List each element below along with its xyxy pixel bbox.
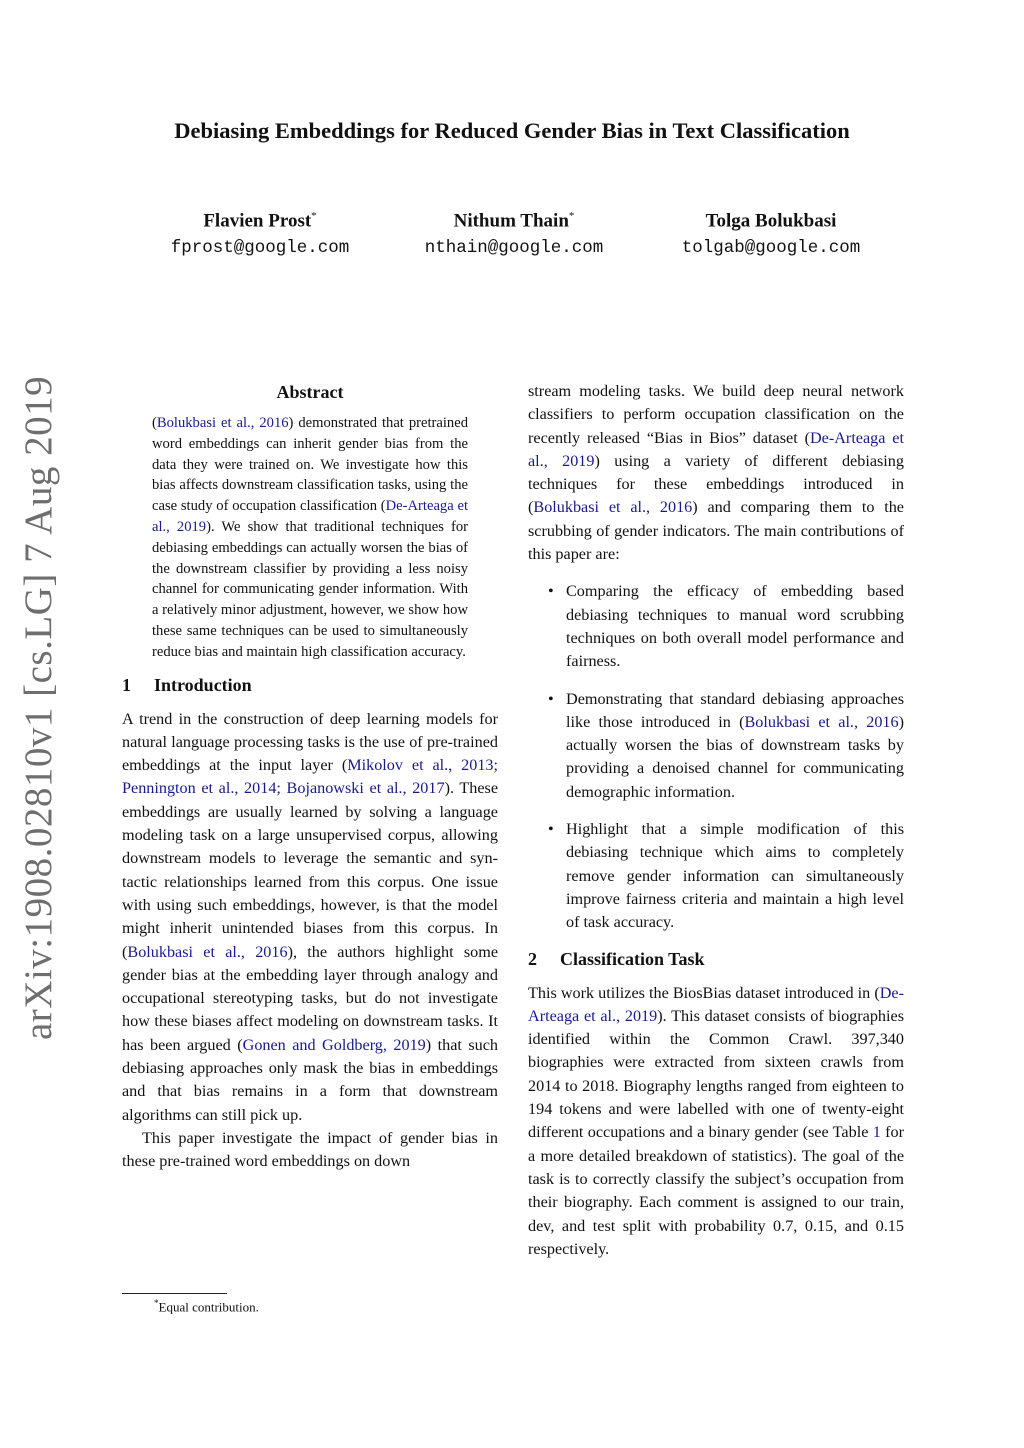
section-heading-classification-task: 2 Classification Task — [528, 948, 705, 969]
author-block — [641, 210, 901, 258]
bullet-icon: • — [548, 689, 554, 708]
footnote-text: *Equal contribution. — [154, 1298, 259, 1315]
intro-paragraph: This paper investigate the impact of gender bias in these pre-trained word embeddings on down — [122, 1128, 498, 1171]
citation-link[interactable]: De-Arteaga et al., 2019 — [528, 428, 904, 470]
arxiv-identifier-stamp: arXiv:1908.02810v1 [cs.LG] 7 Aug 2019 — [17, 375, 60, 1040]
intro-paragraph-continued: stream modeling tasks. We build deep neural network classifiers to perform occupation classification on the recently released “Bias in Bios” dataset (De-Arteaga et al., 2019) using a variety of different debiasing techniques for these embeddings introduced in (Bolukbasi et al., 2016) and comparing them to the scrubbing of gender indicators. The main contributions of this paper are: — [528, 382, 904, 564]
author-email[interactable]: fprost@google.com — [170, 238, 350, 259]
right-column — [528, 380, 904, 1261]
table-reference-link[interactable]: 1 — [872, 1123, 881, 1142]
bullet-icon: • — [548, 820, 554, 839]
paper-title: Debiasing Embeddings for Reduced Gender Bias in Text Classification — [174, 118, 850, 143]
bullet-icon: • — [548, 582, 554, 601]
author-name: Nithum Thain* — [453, 210, 575, 232]
author-footnote-mark: * — [311, 210, 317, 222]
abstract-body: (Bolukbasi et al., 2016) demonstrated that pretrained word embeddings can inherit gender bias from the data they were trained on. We investigate how this bias affects downstream classification tasks, using the case study of occupation classification (De-Arteaga et al., 2019). We show that traditional techniques for debiasing embeddings can actually worsen the bias of the downstream classifier by providing a less noisy channel for communicating gender information. With a relatively minor adjustment, however, we show how these same techniques can be used to simultaneously reduce bias and maintain high classification accuracy. — [152, 415, 469, 660]
list-item: • Highlight that a simple modification of this debiasing technique which aims to completely remove gender information can simultaneously improve fairness criteria and maintain a high level of task accuracy. — [548, 820, 904, 932]
intro-paragraph: A trend in the construction of deep learning models for natural language processing tasks is the use of pre-trained embeddings at the input layer (Mikolov et al., 2013; Pennington et al., 2014; Bojanowski et al., 2017). These embeddings are usually learned by solving a language modeling task on a large unsupervised corpus, allowing downstream models to leverage the semantic and syntactic relationships learned from this corpus. One issue with using such embeddings, however, is that the model might inherit unintended biases from this corpus. In (Bolukbasi et al., 2016), the authors highlight some gender bias at the embedding layer through analogy and occupational stereotyping tasks, but do not investigate how these biases affect modeling on downstream tasks. It has been argued (Gonen and Goldberg, 2019) that such debiasing approaches only mask the bias in embeddings and that bias remains in a form that downstream algorithms can still pick up. — [122, 709, 499, 1124]
author-block — [384, 210, 644, 258]
citation-link[interactable]: Bolukbasi et al., 2016 — [533, 498, 693, 517]
classification-task-paragraph: This work utilizes the BiosBias dataset introduced in (De-Arteaga et al., 2019). This dataset consists of biographies identified within the Common Crawl. 397,340 biographies were extracted from sixteen crawls from 2014 to 2018. Biography lengths ranged from eighteen to 194 tokens and were labelled with one of twenty-eight different occupations and a binary gender (see Table 1 for a more detailed breakdown of statistics). The goal of the task is to correctly classify the subject’s occupation from their biography. Each comment is assigned to our train, dev, and test split with probability 0.7, 0.15, and 0.15 respectively. — [528, 983, 905, 1258]
author-email[interactable]: nthain@google.com — [424, 238, 604, 259]
citation-link[interactable]: De-Arteaga et al., 2019 — [528, 983, 904, 1025]
author-footnote-mark: * — [568, 210, 575, 222]
citation-link[interactable]: Gonen and Goldberg, 2019 — [242, 1035, 426, 1054]
left-column — [122, 380, 498, 1174]
citation-link[interactable]: Bolukbasi et al., 2016 — [744, 712, 899, 731]
list-item: • Demonstrating that standard debiasing approaches like those introduced in (Bolukbasi et al., 2016) actually worsen the bias of downstream tasks by providing a denoised channel for communicating demographic information. — [548, 689, 905, 801]
citation-link[interactable]: Bolukbasi et al., 2016 — [156, 415, 289, 431]
citation-link[interactable]: Mikolov et al., 2013; Pennington et al., 2014; Bojanowski et al., 2017 — [122, 756, 499, 798]
abstract-heading: Abstract — [276, 382, 344, 402]
author-block — [130, 210, 390, 258]
list-item: • Comparing the efficacy of embedding based debiasing techniques to manual word scrubbing techniques on both overall model performance and fairness. — [548, 582, 904, 671]
author-email[interactable]: tolgab@google.com — [681, 238, 861, 259]
author-name: Flavien Prost* — [203, 210, 317, 232]
citation-link[interactable]: Bolukbasi et al., 2016 — [127, 942, 288, 961]
footnote — [122, 1293, 498, 1315]
contributions-list — [528, 580, 904, 934]
footnote-divider — [122, 1293, 227, 1294]
section-heading-introduction: 1 Introduction — [122, 674, 252, 695]
citation-link[interactable]: De-Arteaga et al., 2019 — [152, 498, 469, 535]
author-name: Tolga Bolukbasi — [705, 210, 837, 232]
